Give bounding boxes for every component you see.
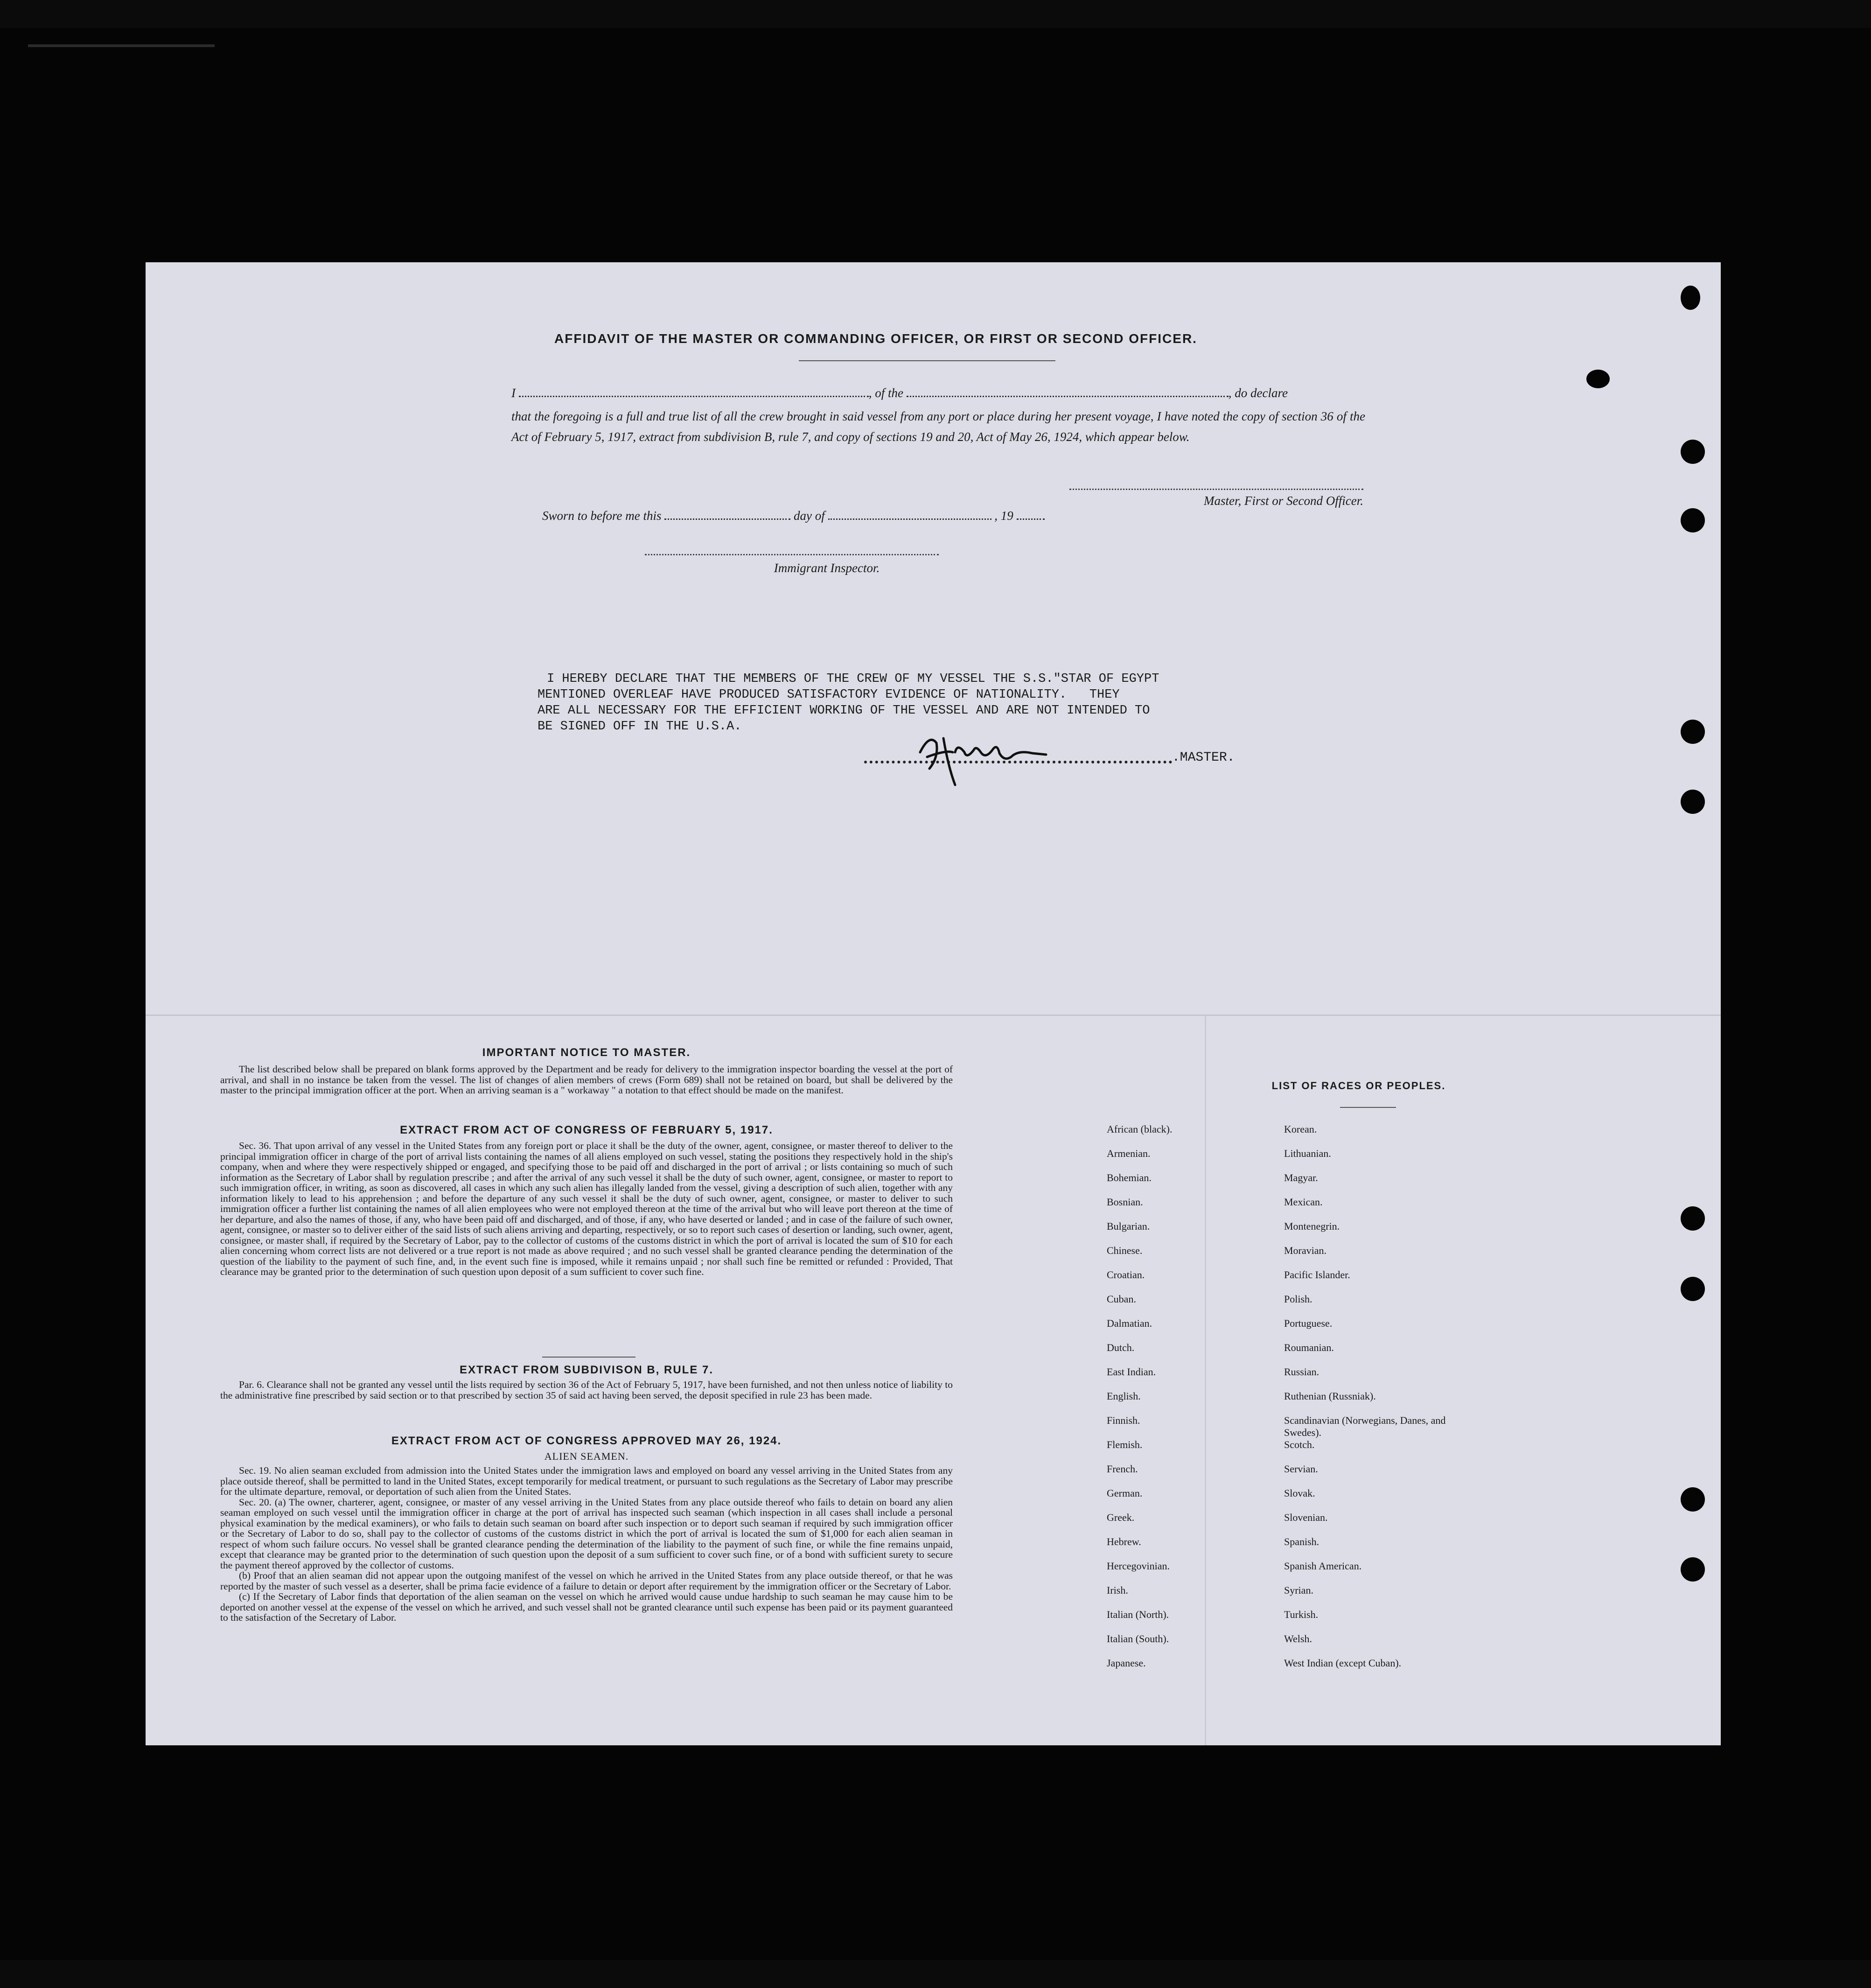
race-row — [1107, 1512, 1480, 1536]
title-underline — [799, 360, 1055, 361]
race-left: Bosnian. — [1107, 1196, 1143, 1208]
punch-hole — [1681, 440, 1705, 464]
races-title-underline — [1340, 1107, 1396, 1108]
race-right: Montenegrin. — [1284, 1220, 1340, 1232]
race-right: Slovenian. — [1284, 1512, 1328, 1523]
race-right: Ruthenian (Russniak). — [1284, 1390, 1376, 1402]
race-row — [1107, 1414, 1480, 1439]
punch-hole — [1681, 720, 1705, 744]
punch-hole — [1681, 286, 1700, 310]
race-row — [1107, 1439, 1480, 1463]
subdivision-text: Par. 6. Clearance shall not be granted any vessel until the lists required by section 36 of the Act of February 5, 1917, have been furnished, and not then unless notice of liability to the administrative fine prescribed by said section or to that prescribed by section 35 of said act having been served, the deposit specified in rule 23 has been made. — [220, 1379, 953, 1401]
punch-hole — [1681, 1206, 1705, 1231]
scan-streak — [28, 44, 215, 47]
race-row — [1107, 1220, 1480, 1245]
race-row — [1107, 1269, 1480, 1293]
inspector-signature-line — [645, 554, 939, 555]
race-left: East Indian. — [1107, 1366, 1156, 1378]
race-left: English. — [1107, 1390, 1141, 1402]
race-right: West Indian (except Cuban). — [1284, 1657, 1402, 1669]
punch-hole — [1586, 370, 1610, 388]
races-title: LIST OF RACES OR PEOPLES. — [1271, 1080, 1446, 1092]
race-left: Greek. — [1107, 1512, 1135, 1523]
race-left: Italian (North). — [1107, 1609, 1169, 1620]
races-table — [1107, 1123, 1480, 1681]
race-row — [1107, 1463, 1480, 1487]
race-row — [1107, 1657, 1480, 1681]
affidavit-title: AFFIDAVIT OF THE MASTER OR COMMANDING OFFICER, OR FIRST OR SECOND OFFICER. — [554, 331, 1197, 346]
race-right: Welsh. — [1284, 1633, 1312, 1645]
race-row — [1107, 1196, 1480, 1220]
sworn-year-blank[interactable] — [1017, 518, 1045, 520]
race-left: French. — [1107, 1463, 1138, 1475]
extract-1924-title: EXTRACT FROM ACT OF CONGRESS APPROVED MAY 26, 1924. — [391, 1435, 782, 1447]
master-suffix: .MASTER. — [1172, 750, 1235, 765]
race-row — [1107, 1560, 1480, 1584]
punch-hole — [1681, 1277, 1705, 1301]
race-right: Syrian. — [1284, 1584, 1313, 1596]
race-left: Bulgarian. — [1107, 1220, 1150, 1232]
year-label: , 19 — [994, 509, 1013, 523]
declaration-line-1: I HEREBY DECLARE THAT THE MEMBERS OF THE CREW OF MY VESSEL THE S.S."STAR OF EGYPT — [547, 672, 1159, 686]
race-row — [1107, 1123, 1480, 1148]
extract-1917-text: Sec. 36. That upon arrival of any vessel in the United States from any foreign port or place it shall be the duty of the owner, agent, consignee, or master thereof to deliver to the principal immigration officer in charge of the port of arrival lists containing the names of all aliens employed on such vessel, stating the positions they respectively hold in the ship's company, when and where they were respectively shipped or engaged, and specifying those to be paid off and discharged in the port of arrival ; or lists containing so much of such information as the Secretary of Labor shall by regulation prescribe ; and after the arrival of any such vessel it shall be the duty of such owner, agent, consignee, or master to report to such immigration officer, in writing, as soon as discovered, all cases in which any such alien has illegally landed from the vessel, giving a description of such alien, together with any information likely to lead to his apprehension ; and before the departure of any such vessel it shall be the duty of such owner, agent, consignee, or master to deliver to such immigration officer a further list containing the names of all alien employees who were not employed thereon at the time of the arrival but who will leave port thereon at the time of her departure, and also the names of those, if any, who have been paid off and discharged, and of those, if any, who have deserted or landed ; and in case of the failure of such owner, agent, consignee, or master so to deliver either of the said lists of such aliens arriving and departing, respectively, or so to report such cases of desertion or landing, such owner, agent, consignee, or master shall, if required by the Secretary of Labor, pay to the collector of customs of the customs district in which the port of arrival is located the sum of $10 for each alien concerning whom correct lists are not delivered or a true report is not made as above required ; and no such vessel shall be granted clearance pending the determination of the question of the liability to the payment of such fine, and, in the event such fine is imposed, while it remains unpaid ; nor shall such fine be remitted or refunded : Provided, That clearance may be granted prior to the determination of such question upon deposit of a sum sufficient to cover such fine. — [220, 1140, 953, 1277]
master-signature-line — [1069, 489, 1363, 490]
race-row — [1107, 1487, 1480, 1512]
race-right: Korean. — [1284, 1123, 1317, 1135]
race-right: Turkish. — [1284, 1609, 1319, 1620]
race-left: Bohemian. — [1107, 1172, 1152, 1183]
do-declare-label: , do declare — [1228, 386, 1288, 400]
master-signature — [911, 724, 1051, 790]
race-row — [1107, 1148, 1480, 1172]
race-row — [1107, 1390, 1480, 1414]
race-left: Croatian. — [1107, 1269, 1145, 1281]
race-right: Roumanian. — [1284, 1342, 1334, 1353]
race-right: Mexican. — [1284, 1196, 1323, 1208]
sworn-day-blank[interactable] — [664, 518, 790, 520]
race-right: Moravian. — [1284, 1245, 1327, 1256]
section-divider — [542, 1357, 635, 1358]
race-right: Portuguese. — [1284, 1317, 1333, 1329]
race-left: Finnish. — [1107, 1414, 1140, 1426]
affidavit-body: that the foregoing is a full and true list of all the crew brought in said vessel from any port or place during her present voyage, I have noted the copy of section 36 of the Act of February 5, 1917, extract from subdivision B, rule 7, and copy of sections 19 and 20, Act of May 26, 1924, which appear below. — [511, 409, 1365, 444]
race-left: Chinese. — [1107, 1245, 1143, 1256]
race-left: Japanese. — [1107, 1657, 1146, 1669]
race-row — [1107, 1317, 1480, 1342]
race-row — [1107, 1584, 1480, 1609]
race-right: Scotch. — [1284, 1439, 1315, 1450]
declaration-line-3: ARE ALL NECESSARY FOR THE EFFICIENT WORKING OF THE VESSEL AND ARE NOT INTENDED TO — [538, 704, 1150, 718]
name-blank[interactable] — [519, 396, 869, 397]
declaration-line-4: BE SIGNED OFF IN THE U.S.A. — [538, 720, 742, 734]
punch-hole — [1681, 508, 1705, 532]
race-right: Polish. — [1284, 1293, 1312, 1305]
punch-hole — [1681, 790, 1705, 814]
day-of-label: day of — [794, 509, 825, 523]
race-right: Magyar. — [1284, 1172, 1318, 1183]
race-right: Pacific Islander. — [1284, 1269, 1350, 1281]
race-left: Cuban. — [1107, 1293, 1136, 1305]
sec-20c-text: (c) If the Secretary of Labor finds that deportation of the alien seaman on the vessel on which he arrived would cause undue hardship to such seaman he may cause him to be deported on another vessel at the expense of the vessel on which he arrived, and such vessel shall not be granted clearance until such expense has been paid or its payment guaranteed to the satisfaction of the Secretary of Labor. — [220, 1591, 953, 1623]
race-row — [1107, 1172, 1480, 1196]
notice-text: The list described below shall be prepared on blank forms approved by the Department and be ready for delivery to the immigration inspector boarding the vessel at the port of arrival, and shall in no instance be taken from the vessel. The list of changes of alien members of crews (Form 689) shall not be retained on board, but shall be delivered by the master to the principal immigration officer at the port. When an arriving seaman is a " workaway " a notation to that effect should be made on the manifest. — [220, 1064, 953, 1096]
race-right: Lithuanian. — [1284, 1148, 1331, 1159]
notice-title: IMPORTANT NOTICE TO MASTER. — [482, 1046, 691, 1059]
subdivision-title: EXTRACT FROM SUBDIVISON B, RULE 7. — [459, 1364, 714, 1376]
race-left: Armenian. — [1107, 1148, 1151, 1159]
race-right: Spanish American. — [1284, 1560, 1362, 1572]
fold-line-horizontal — [146, 1015, 1721, 1016]
race-left: Hercegovinian. — [1107, 1560, 1170, 1572]
i-label: I — [511, 386, 516, 400]
race-row — [1107, 1366, 1480, 1390]
race-right: Russian. — [1284, 1366, 1319, 1378]
punch-hole — [1681, 1557, 1705, 1582]
race-right: Servian. — [1284, 1463, 1318, 1475]
extract-1924-text — [220, 1465, 953, 1623]
race-row — [1107, 1536, 1480, 1560]
extract-1917-title: EXTRACT FROM ACT OF CONGRESS OF FEBRUARY 5, 1917. — [400, 1124, 773, 1136]
sec-19-text: Sec. 19. No alien seaman excluded from admission into the United States under the immigration laws and employed on board any vessel arriving in the United States from any place outside thereof, shall be permitted to land in the United States, except temporarily for medical treatment, or pursuant to such regulations as the Secretary of Labor may prescribe for the ultimate departure, removal, or deportation of such alien from the United States. — [220, 1465, 953, 1497]
race-left: Hebrew. — [1107, 1536, 1141, 1547]
document-page — [146, 262, 1721, 1745]
race-right: Scandinavian (Norwegians, Danes, and Swedes). — [1284, 1414, 1446, 1438]
race-right: Spanish. — [1284, 1536, 1319, 1547]
race-left: African (black). — [1107, 1123, 1173, 1135]
of-the-label: , of the — [868, 386, 903, 400]
race-row — [1107, 1633, 1480, 1657]
race-row — [1107, 1293, 1480, 1317]
race-row — [1107, 1342, 1480, 1366]
alien-seamen-subtitle: ALIEN SEAMEN. — [544, 1450, 629, 1462]
race-left: Italian (South). — [1107, 1633, 1169, 1645]
sworn-month-blank[interactable] — [828, 518, 991, 520]
race-row — [1107, 1609, 1480, 1633]
declaration-line-2: MENTIONED OVERLEAF HAVE PRODUCED SATISFACTORY EVIDENCE OF NATIONALITY. THEY — [538, 688, 1120, 702]
race-left: Irish. — [1107, 1584, 1128, 1596]
race-right: Slovak. — [1284, 1487, 1315, 1499]
sworn-label: Sworn to before me this — [542, 509, 662, 523]
film-edge-top — [0, 0, 1871, 28]
punch-hole — [1681, 1487, 1705, 1512]
master-label: Master, First or Second Officer. — [1204, 494, 1363, 508]
race-left: Dutch. — [1107, 1342, 1135, 1353]
race-left: Flemish. — [1107, 1439, 1143, 1450]
race-left: Dalmatian. — [1107, 1317, 1152, 1329]
sworn-line — [542, 509, 1149, 523]
film-edge-bottom — [0, 1960, 1871, 1988]
race-left: German. — [1107, 1487, 1143, 1499]
race-row — [1107, 1245, 1480, 1269]
sec-20a-text: Sec. 20. (a) The owner, charterer, agent, consignee, or master of any vessel arriving in the United States from any place outside thereof who fails to detain on board any alien seaman employed on such vessel until the immigration officer in charge at the port of arrival has inspected such seaman (which inspection in all cases shall include a personal physical examination by the medical examiners), or who fails to detain such seaman on board after such inspection or to deport such seaman if required by such immigration officer or the Secretary of Labor to do so, shall pay to the collector of customs of the customs district in which the port of arrival is located the sum of $1,000 for each alien seaman in respect of whom such failure occurs. No vessel shall be granted clearance pending the determination of the liability to the payment of such fine, or while the fine remains unpaid, except that clearance may be granted prior to the determination of such question upon the deposit of a sum sufficient to cover such fine, or of a bond with sufficient surety to secure the payment thereof approved by the collector of customs. — [220, 1496, 953, 1571]
affidavit-declaration-line — [511, 386, 1375, 400]
inspector-label: Immigrant Inspector. — [774, 561, 880, 575]
vessel-blank[interactable] — [907, 396, 1229, 397]
sec-20b-text: (b) Proof that an alien seaman did not appear upon the outgoing manifest of the vessel on which he arrived in the United States from any place outside thereof, or that he was reported by the master of such vessel as a deserter, shall be prima facie evidence of a failure to detain or deport after requirement by the immigration officer or the Secretary of Labor. — [220, 1570, 953, 1592]
